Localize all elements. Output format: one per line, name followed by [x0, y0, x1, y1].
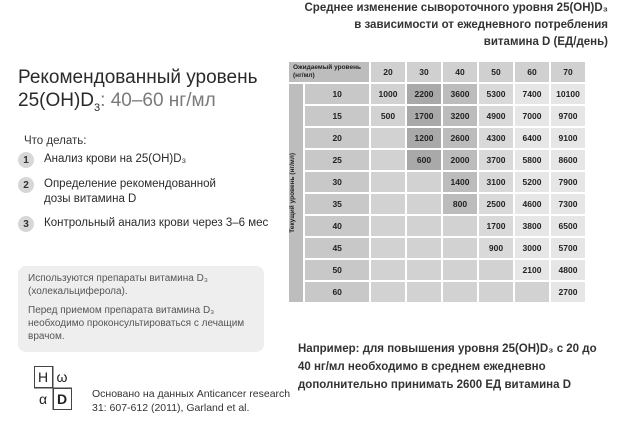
- dose-cell: 7300: [551, 194, 585, 214]
- dose-cell: 2600: [443, 128, 477, 148]
- dose-cell: 7900: [551, 172, 585, 192]
- dose-cell: 1700: [479, 216, 513, 236]
- dose-cell: [407, 216, 441, 236]
- dose-cell: 3600: [443, 84, 477, 104]
- dose-cell: 5700: [551, 238, 585, 258]
- dose-cell: 3000: [515, 238, 549, 258]
- corner-header: [289, 62, 369, 82]
- row-label: 40: [305, 216, 369, 236]
- dose-cell: [443, 260, 477, 280]
- dose-cell: 9100: [551, 128, 585, 148]
- step-number-badge: 3: [18, 216, 34, 232]
- dose-cell: [371, 216, 405, 236]
- table-row: [289, 128, 585, 148]
- dose-cell: [479, 260, 513, 280]
- heading-prefix: 25(OH)D: [18, 90, 95, 111]
- logo-d: D: [56, 390, 68, 407]
- table-title: [290, 0, 608, 51]
- table-row: [289, 260, 585, 280]
- corner-label: Ожидаемый уровень (нг/мл): [293, 64, 362, 79]
- dose-cell: [371, 238, 405, 258]
- dose-cell: [407, 194, 441, 214]
- dose-cell: 600: [407, 150, 441, 170]
- dose-cell: 8600: [551, 150, 585, 170]
- table-title-line: витамина D (ЕД/день): [483, 36, 608, 48]
- hd-logo: [34, 366, 72, 410]
- column-header: 50: [479, 62, 513, 82]
- heading-range: : 40–60 нг/мл: [100, 90, 216, 111]
- dose-cell: 7400: [515, 84, 549, 104]
- step-item: [18, 216, 298, 232]
- step-number-badge: 2: [18, 177, 34, 193]
- dose-cell: 3700: [479, 150, 513, 170]
- dose-cell: 4300: [479, 128, 513, 148]
- table-title-line: Среднее изменение сывороточного уровня 25(OH)D₃: [304, 2, 608, 14]
- dose-cell: 1700: [407, 106, 441, 126]
- dose-cell: 3200: [443, 106, 477, 126]
- row-label: 50: [305, 260, 369, 280]
- step-text: Контрольный анализ крови через 3–6 мес: [44, 217, 269, 229]
- dose-cell: 1200: [407, 128, 441, 148]
- dose-cell: 4900: [479, 106, 513, 126]
- table-header-row: [289, 62, 585, 82]
- dose-cell: [443, 238, 477, 258]
- heading-sub: 3: [94, 101, 101, 114]
- dose-cell: 900: [479, 238, 513, 258]
- step-number-badge: 1: [18, 152, 34, 168]
- heading-line1: Рекомендованный уровень: [18, 67, 258, 88]
- dose-cell: [371, 150, 405, 170]
- dose-cell: [371, 282, 405, 302]
- dose-cell: [407, 238, 441, 258]
- side-header: [289, 84, 303, 302]
- dose-cell: 6400: [515, 128, 549, 148]
- table-row: [289, 282, 585, 302]
- logo-omega: ω: [56, 368, 68, 385]
- heading-line2: [18, 89, 268, 120]
- note-paragraph: Перед приемом препарата витамина D₃ необходимо проконсультироваться с лечащим врачом.: [28, 305, 245, 342]
- dose-cell: 2200: [407, 84, 441, 104]
- row-label: 30: [305, 172, 369, 192]
- dose-cell: 2000: [443, 150, 477, 170]
- what-to-do-label: Что делать:: [24, 135, 87, 147]
- dose-cell: 5200: [515, 172, 549, 192]
- dose-cell: 4800: [551, 260, 585, 280]
- column-header: 60: [515, 62, 549, 82]
- dose-cell: 800: [443, 194, 477, 214]
- dose-cell: [479, 282, 513, 302]
- table-title-line: в зависимости от ежедневного потребления: [354, 19, 608, 31]
- example-text: Например: для повышения уровня 25(OH)D₃ с 20 до 40 нг/мл необходимо в среднем ежедневно дополнительно принимать 2600 ЕД витамина D: [298, 343, 597, 391]
- column-header: 30: [407, 62, 441, 82]
- dose-cell: 4600: [515, 194, 549, 214]
- row-label: 45: [305, 238, 369, 258]
- dose-cell: 1000: [371, 84, 405, 104]
- side-label: Текущий уровень (нг/мл): [289, 153, 296, 233]
- dose-cell: 3800: [515, 216, 549, 236]
- column-header: 40: [443, 62, 477, 82]
- steps-list: [18, 152, 298, 241]
- dose-cell: 7000: [515, 106, 549, 126]
- dose-cell: [443, 216, 477, 236]
- dose-cell: 1400: [443, 172, 477, 192]
- dose-cell: [515, 282, 549, 302]
- dose-cell: 2500: [479, 194, 513, 214]
- table-row: [289, 238, 585, 258]
- row-label: 35: [305, 194, 369, 214]
- dose-cell: 2700: [551, 282, 585, 302]
- dose-cell: [407, 260, 441, 280]
- step-item: [18, 152, 298, 168]
- column-header: 70: [551, 62, 585, 82]
- logo-h: H: [37, 368, 49, 385]
- step-text: Определение рекомендованной дозы витамина D: [44, 178, 216, 205]
- dose-cell: 5800: [515, 150, 549, 170]
- step-text: Анализ крови на 25(OH)D₃: [44, 153, 187, 165]
- table-row: [289, 106, 585, 126]
- info-note: [18, 266, 264, 352]
- dose-cell: [371, 260, 405, 280]
- dose-table: [287, 60, 587, 304]
- row-label: 15: [305, 106, 369, 126]
- dose-cell: 3100: [479, 172, 513, 192]
- source-citation: Основано на данных Anticancer research 31: 607-612 (2011), Garland et al.: [92, 388, 291, 414]
- dose-cell: 9700: [551, 106, 585, 126]
- row-label: 25: [305, 150, 369, 170]
- note-paragraph: Используются препараты витамина D₃ (холекальциферола).: [28, 273, 208, 297]
- dose-cell: 2100: [515, 260, 549, 280]
- main-heading: [18, 66, 268, 120]
- table-row: [289, 216, 585, 236]
- dose-cell: [371, 172, 405, 192]
- row-label: 10: [305, 84, 369, 104]
- table-row: [289, 150, 585, 170]
- dose-cell: 500: [371, 106, 405, 126]
- dose-cell: 10100: [551, 84, 585, 104]
- table-row: [289, 172, 585, 192]
- dose-cell: [407, 282, 441, 302]
- table-row: [289, 194, 585, 214]
- step-item: [18, 177, 228, 207]
- column-header: 20: [371, 62, 405, 82]
- dose-cell: [407, 172, 441, 192]
- row-label: 60: [305, 282, 369, 302]
- table-row: [289, 84, 585, 104]
- dose-cell: [371, 128, 405, 148]
- dose-cell: 6500: [551, 216, 585, 236]
- logo-alpha: α: [38, 390, 48, 407]
- row-label: 20: [305, 128, 369, 148]
- dose-cell: [371, 194, 405, 214]
- dose-cell: [443, 282, 477, 302]
- dose-cell: 5300: [479, 84, 513, 104]
